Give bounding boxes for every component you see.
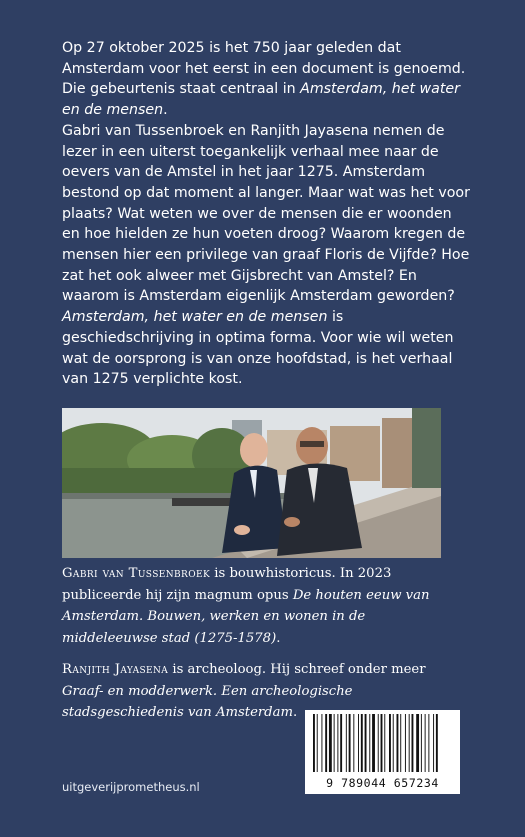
author-name: Gabri van Tussenbroek <box>62 566 211 581</box>
barcode-bar <box>334 714 335 772</box>
barcode-bar <box>428 714 429 772</box>
barcode-bar <box>353 714 354 772</box>
back-cover-blurb <box>62 38 472 390</box>
barcode-bar <box>365 714 367 772</box>
barcode-bar <box>325 714 327 772</box>
bio-text: is archeoloog. Hij schreef onder meer <box>168 662 426 677</box>
blurb-text: Op 27 oktober 2025 is het 750 jaar geleden dat Amsterdam voor het eerst in een document is genoemd. Die gebeurtenis staat centraal in <box>62 40 466 98</box>
bio-text: is bouwhistoricus. In 2023 publiceerde hij zijn magnum opus <box>62 566 392 603</box>
barcode-bar <box>384 714 385 772</box>
barcode-bar <box>361 714 363 772</box>
blurb-paragraph-2 <box>62 121 472 390</box>
barcode-bar <box>317 714 318 772</box>
blurb-paragraph-1 <box>62 38 472 121</box>
blurb-text: . <box>163 102 168 119</box>
isbn-barcode <box>305 710 460 794</box>
barcode-bar <box>433 714 434 772</box>
book-title-italic: De houten eeuw van Amsterdam. Bouwen, werken en wonen in de middeleeuwse stad (1275-1578) <box>62 587 430 646</box>
barcode-bar <box>405 714 406 772</box>
barcode-bar <box>358 714 359 772</box>
bio-author-1 <box>62 563 462 649</box>
barcode-bar <box>321 714 322 772</box>
book-title-italic: Amsterdam, het water en de mensen <box>62 81 460 119</box>
bio-text: . <box>292 705 298 720</box>
barcode-bar <box>313 714 315 772</box>
barcode-bar <box>421 714 422 772</box>
author-name: Ranjith Jayasena <box>62 662 169 677</box>
bio-text: . <box>276 630 281 646</box>
barcode-bar <box>337 714 338 772</box>
barcode-bar <box>349 714 351 772</box>
barcode-bar <box>346 714 347 772</box>
barcode-bar <box>425 714 426 772</box>
barcode-bar <box>416 714 419 772</box>
barcode-bar <box>378 714 379 772</box>
barcode-bar <box>436 714 438 772</box>
barcode-bar <box>340 714 342 772</box>
barcode-bar <box>381 714 383 772</box>
barcode-bar <box>400 714 401 772</box>
barcode-bar <box>372 714 375 772</box>
blurb-text: Gabri van Tussenbroek en Ranjith Jayasena nemen de lezer in een uiterst toegankelijk verhaal mee naar de oevers van de Amstel in het jaar 1275. Amsterdam bestond op dat moment al langer. Maar wat was het voor plaats? Wat weten we over de mensen die er woonden en hoe hielden ze hun voeten droog? Waarom kregen de mensen hier een privilege van graaf Floris de Vijfde? Hoe zat het ook alweer met Gijsbrecht van Amstel? En waarom is Amsterdam eigenlijk Amsterdam geworden? <box>62 122 470 305</box>
publisher-url: uitgeverijprometheus.nl <box>62 780 200 794</box>
blurb-text: is geschiedschrijving in optima forma. Voor wie wil weten wat de oorsprong is van onze hoofdstad, is het verhaal van 1275 verplichte kost. <box>62 309 454 388</box>
barcode-digits: 9 789044 657234 <box>326 776 439 790</box>
book-title-italic: Graaf- en modderwerk. Een archeologische stadsgeschiedenis van Amsterdam <box>62 683 353 720</box>
barcode-bar <box>329 714 332 772</box>
barcode-bars <box>305 710 460 776</box>
barcode-bar <box>369 714 370 772</box>
barcode-bar <box>393 714 394 772</box>
barcode-bar <box>389 714 391 772</box>
barcode-bar <box>397 714 399 772</box>
barcode-bar <box>409 714 410 772</box>
author-photo <box>62 408 441 558</box>
author-bios <box>62 563 462 734</box>
book-title-italic: Amsterdam, het water en de mensen <box>62 309 328 326</box>
barcode-bar <box>412 714 414 772</box>
